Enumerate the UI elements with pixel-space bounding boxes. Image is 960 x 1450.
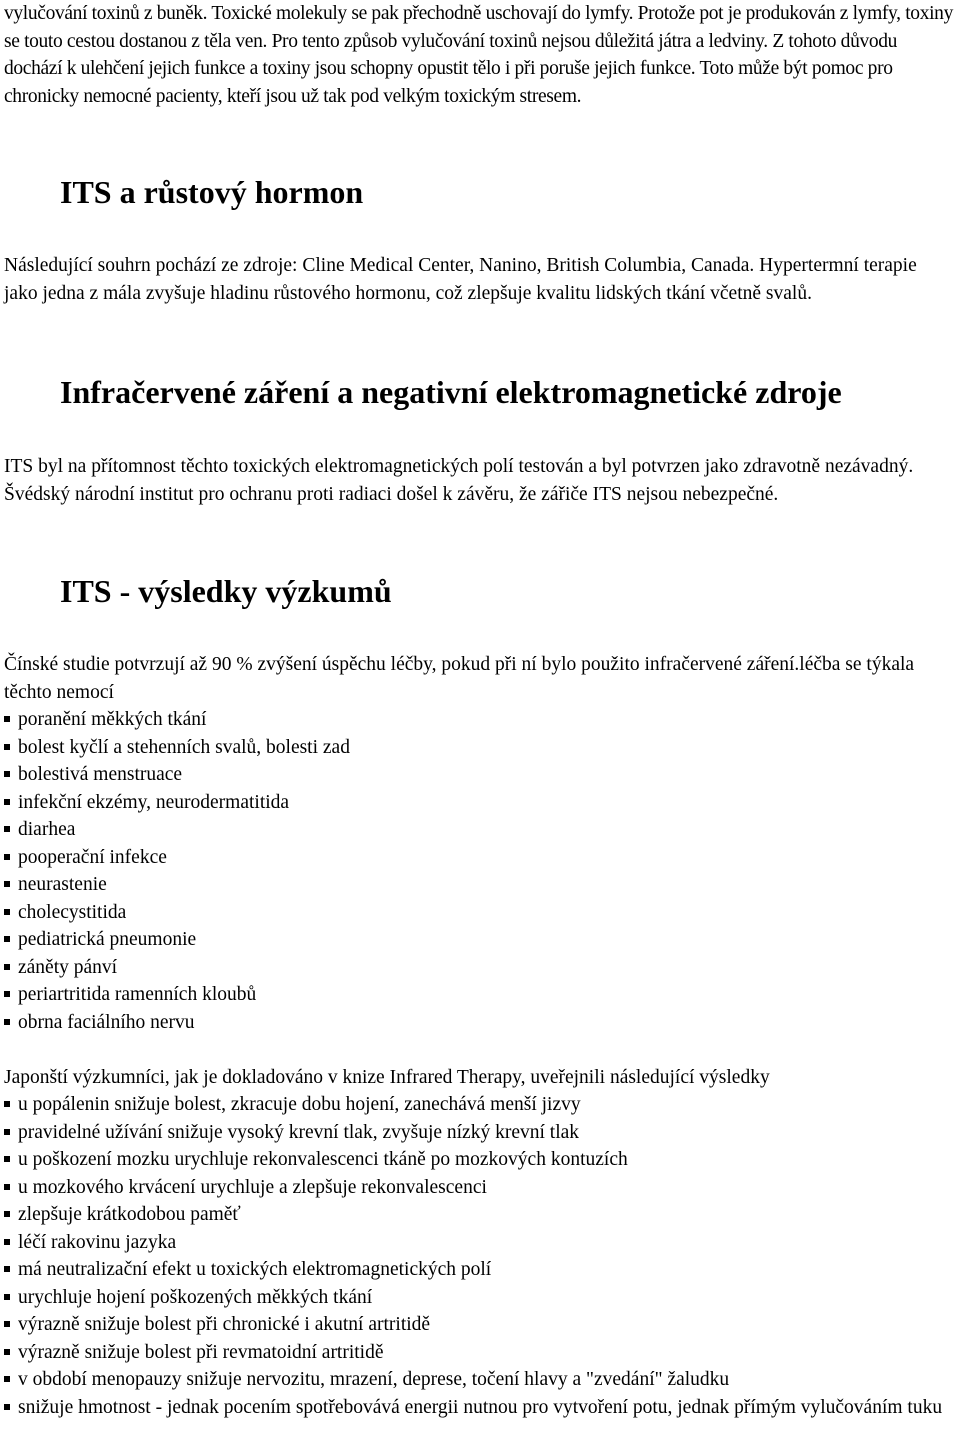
square-bullet-icon <box>4 1239 10 1245</box>
list-item <box>4 926 350 954</box>
list-item-text: v období menopauzy snižuje nervozitu, mrazení, deprese, točení hlavy a "zvedání" žaludku <box>18 1369 730 1390</box>
square-bullet-icon <box>4 1211 10 1217</box>
growth-hormone-paragraph: Následující souhrn pochází ze zdroje: Cline Medical Center, Nanino, British Columbia, Canada. Hypertermní terapie jako jedna z mála zvyšuje hladinu růstového hormonu, což zlepšuje kvalitu lidských tkání včetně svalů. <box>4 255 917 304</box>
intro-paragraph: vylučování toxinů z buněk. Toxické molekuly se pak přechodně uschovají do lymfy. Protože pot je produkován z lymfy, toxiny se touto cestou dostanou z těla ven. Pro tento způsob vylučování toxinů nejsou důležitá játra a ledviny. Z tohoto důvodu dochází k ulehčení jejich funkce a toxiny jsou schopny opustit tělo i při poruše jejich funkce. Toto může být pomoc pro chronicky nemocné pacienty, kteří jsou už tak pod velkým toxickým stresem. <box>4 3 953 107</box>
section-title-growth-hormone: ITS a růstový hormon <box>60 174 364 210</box>
list-item-text: urychluje hojení poškozených měkkých tkání <box>18 1286 373 1308</box>
list-item <box>4 1229 954 1257</box>
list-item <box>4 1394 954 1422</box>
list-item <box>4 1119 954 1147</box>
square-bullet-icon <box>4 991 10 997</box>
square-bullet-icon <box>4 1321 10 1327</box>
list-item-text: pravidelné užívání snižuje vysoký krevní tlak, zvyšuje nízký krevní tlak <box>18 1121 580 1143</box>
list-item <box>4 706 350 734</box>
list-item <box>4 1091 954 1119</box>
list-item-text: cholecystitida <box>18 901 127 923</box>
list-item-text: obrna faciálního nervu <box>18 1011 195 1033</box>
list-item-text: infekční ekzémy, neurodermatitida <box>18 791 290 813</box>
list-item-text: výrazně snižuje bolest při chronické i akutní artritidě <box>18 1314 431 1335</box>
list-item-text: pediatrická pneumonie <box>18 929 197 950</box>
list-item-text: bolestivá menstruace <box>18 764 183 785</box>
japanese-studies-list <box>4 1091 954 1421</box>
list-item-text: záněty pánví <box>18 956 118 978</box>
list-item <box>4 789 350 817</box>
list-item-text: bolest kyčlí a stehenních svalů, bolesti zad <box>18 736 350 758</box>
list-item-text: diarhea <box>18 819 76 840</box>
list-item-text: pooperační infekce <box>18 846 167 868</box>
list-item <box>4 1201 954 1229</box>
square-bullet-icon <box>4 1101 10 1107</box>
list-item <box>4 899 350 927</box>
square-bullet-icon <box>4 1156 10 1162</box>
square-bullet-icon <box>4 1019 10 1025</box>
square-bullet-icon <box>4 744 10 750</box>
list-item-text: u poškození mozku urychluje rekonvalescenci tkáně po mozkových kontuzích <box>18 1149 628 1170</box>
square-bullet-icon <box>4 1294 10 1300</box>
list-item-text: u popálenin snižuje bolest, zkracuje dobu hojení, zanechává menší jizvy <box>18 1094 581 1115</box>
list-item-text: léčí rakovinu jazyka <box>18 1231 177 1253</box>
list-item <box>4 816 350 844</box>
square-bullet-icon <box>4 1184 10 1190</box>
list-item <box>4 981 350 1009</box>
square-bullet-icon <box>4 771 10 777</box>
square-bullet-icon <box>4 936 10 942</box>
square-bullet-icon <box>4 716 10 722</box>
list-item-text: periartritida ramenních kloubů <box>18 984 257 1005</box>
list-item-text: neurastenie <box>18 874 107 895</box>
list-item-text: poranění měkkých tkání <box>18 709 207 730</box>
square-bullet-icon <box>4 854 10 860</box>
square-bullet-icon <box>4 826 10 832</box>
chinese-studies-list <box>4 706 350 1036</box>
square-bullet-icon <box>4 881 10 887</box>
list-item <box>4 844 350 872</box>
list-item-text: zlepšuje krátkodobou paměť <box>18 1204 241 1225</box>
list-item-text: má neutralizační efekt u toxických elektromagnetických polí <box>18 1259 492 1280</box>
list-item <box>4 1366 954 1394</box>
list-item-text: výrazně snižuje bolest při revmatoidní artritidě <box>18 1341 384 1363</box>
japanese-studies-intro: Japonští výzkumníci, jak je dokladováno v knize Infrared Therapy, uveřejnili následující výsledky <box>4 1067 770 1088</box>
square-bullet-icon <box>4 799 10 805</box>
chinese-studies-intro: Čínské studie potvrzují až 90 % zvýšení úspěchu léčby, pokud při ní bylo použito infračervené záření.léčba se týkala těchto nemocí <box>4 654 915 703</box>
list-item-text: u mozkového krvácení urychluje a zlepšuje rekonvalescenci <box>18 1176 487 1198</box>
square-bullet-icon <box>4 1129 10 1135</box>
list-item <box>4 1339 954 1367</box>
infrared-paragraph: ITS byl na přítomnost těchto toxických elektromagnetických polí testován a byl potvrzen jako zdravotně nezávadný. Švédský národní institut pro ochranu proti radiaci došel k závěru, že zářiče ITS nejsou nebezpečné. <box>4 456 914 505</box>
square-bullet-icon <box>4 909 10 915</box>
square-bullet-icon <box>4 1349 10 1355</box>
list-item <box>4 1311 954 1339</box>
list-item <box>4 954 350 982</box>
list-item <box>4 734 350 762</box>
list-item <box>4 1256 954 1284</box>
square-bullet-icon <box>4 1404 10 1410</box>
list-item <box>4 1009 350 1037</box>
list-item <box>4 1146 954 1174</box>
list-item <box>4 1174 954 1202</box>
list-item <box>4 871 350 899</box>
square-bullet-icon <box>4 1266 10 1272</box>
list-item-text: snižuje hmotnost - jednak pocením spotřebovává energii nutnou pro vytvoření potu, jednak přímým vylučováním tuku <box>18 1396 943 1418</box>
section-title-research: ITS - výsledky výzkumů <box>60 573 392 609</box>
square-bullet-icon <box>4 964 10 970</box>
section-title-infrared: Infračervené záření a negativní elektromagnetické zdroje <box>60 374 842 410</box>
list-item <box>4 1284 954 1312</box>
square-bullet-icon <box>4 1376 10 1382</box>
list-item <box>4 761 350 789</box>
